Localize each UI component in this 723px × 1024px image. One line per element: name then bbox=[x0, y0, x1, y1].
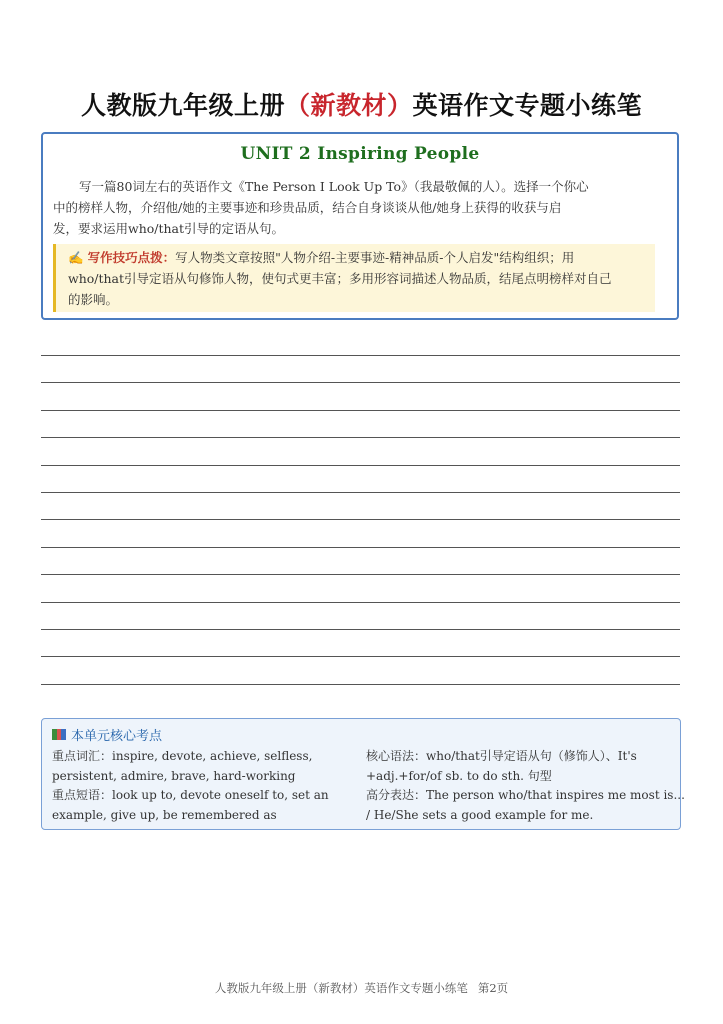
tip-line: who/that引导定语从句修饰人物，使句式更丰富；多用形容词描述人物品质，结尾点明榜样对自己 bbox=[68, 271, 612, 286]
core-right-column bbox=[366, 747, 685, 825]
writing-tip bbox=[53, 244, 655, 312]
core-line: persistent, admire, brave, hard-working bbox=[52, 768, 296, 783]
core-line: 高分表达：The person who/that inspires me most is... bbox=[366, 788, 685, 802]
core-line: 核心语法：who/that引导定语从句（修饰人）、It's bbox=[366, 749, 637, 763]
writing-line[interactable] bbox=[41, 382, 680, 383]
tip-text: 写人物类文章按照"人物介绍-主要事迹-精神品质-个人启发"结构组织；用 bbox=[175, 250, 575, 265]
core-line: / He/She sets a good example for me. bbox=[366, 807, 594, 822]
writing-line[interactable] bbox=[41, 547, 680, 548]
writing-line[interactable] bbox=[41, 492, 680, 493]
writing-line[interactable] bbox=[41, 410, 680, 411]
unit-title: UNIT 2 Inspiring People bbox=[240, 144, 480, 164]
writing-line[interactable] bbox=[41, 437, 680, 438]
core-left-column bbox=[52, 747, 352, 825]
writing-line[interactable] bbox=[41, 684, 680, 685]
core-line: example, give up, be remembered as bbox=[52, 807, 277, 822]
writing-hand-icon: ✍ bbox=[68, 250, 84, 265]
task-box bbox=[41, 132, 679, 320]
core-line: +adj.+for/of sb. to do sth. 句型 bbox=[366, 768, 552, 783]
prompt-line: 发，要求运用who/that引导的定语从句。 bbox=[53, 221, 285, 236]
core-line: 重点词汇：inspire, devote, achieve, selfless, bbox=[52, 749, 313, 763]
footer-text: 人教版九年级上册（新教材）英语作文专题小练笔 bbox=[214, 981, 468, 995]
title-part2: 英语作文专题小练笔 bbox=[412, 91, 643, 120]
prompt-line: 写一篇80词左右的英语作文《The Person I Look Up To》（我最敬佩的人）。选择一个你心 bbox=[79, 179, 589, 194]
page-title bbox=[0, 86, 723, 122]
page-number: 第2页 bbox=[477, 981, 509, 995]
writing-line[interactable] bbox=[41, 629, 680, 630]
core-points-box bbox=[41, 718, 685, 830]
title-highlight: （新教材） bbox=[284, 91, 413, 120]
task-prompt bbox=[53, 176, 667, 239]
writing-line[interactable] bbox=[41, 574, 680, 575]
page-footer bbox=[0, 980, 723, 996]
prompt-line: 中的榜样人物，介绍他/她的主要事迹和珍贵品质，结合自身谈谈从他/她身上获得的收获与启 bbox=[53, 200, 562, 215]
writing-line[interactable] bbox=[41, 656, 680, 657]
core-heading-text: 本单元核心考点 bbox=[71, 729, 163, 744]
core-heading bbox=[52, 725, 162, 744]
writing-line[interactable] bbox=[41, 602, 680, 603]
writing-line[interactable] bbox=[41, 355, 680, 356]
core-line: 重点短语：look up to, devote oneself to, set an bbox=[52, 788, 329, 802]
writing-line[interactable] bbox=[41, 519, 680, 520]
title-part1: 人教版九年级上册 bbox=[80, 91, 285, 120]
books-icon bbox=[52, 729, 66, 740]
tip-heading: 写作技巧点拨： bbox=[87, 250, 176, 265]
writing-line[interactable] bbox=[41, 465, 680, 466]
tip-line: 的影响。 bbox=[68, 292, 119, 307]
tip-line bbox=[68, 247, 647, 268]
writing-area[interactable] bbox=[41, 355, 680, 711]
